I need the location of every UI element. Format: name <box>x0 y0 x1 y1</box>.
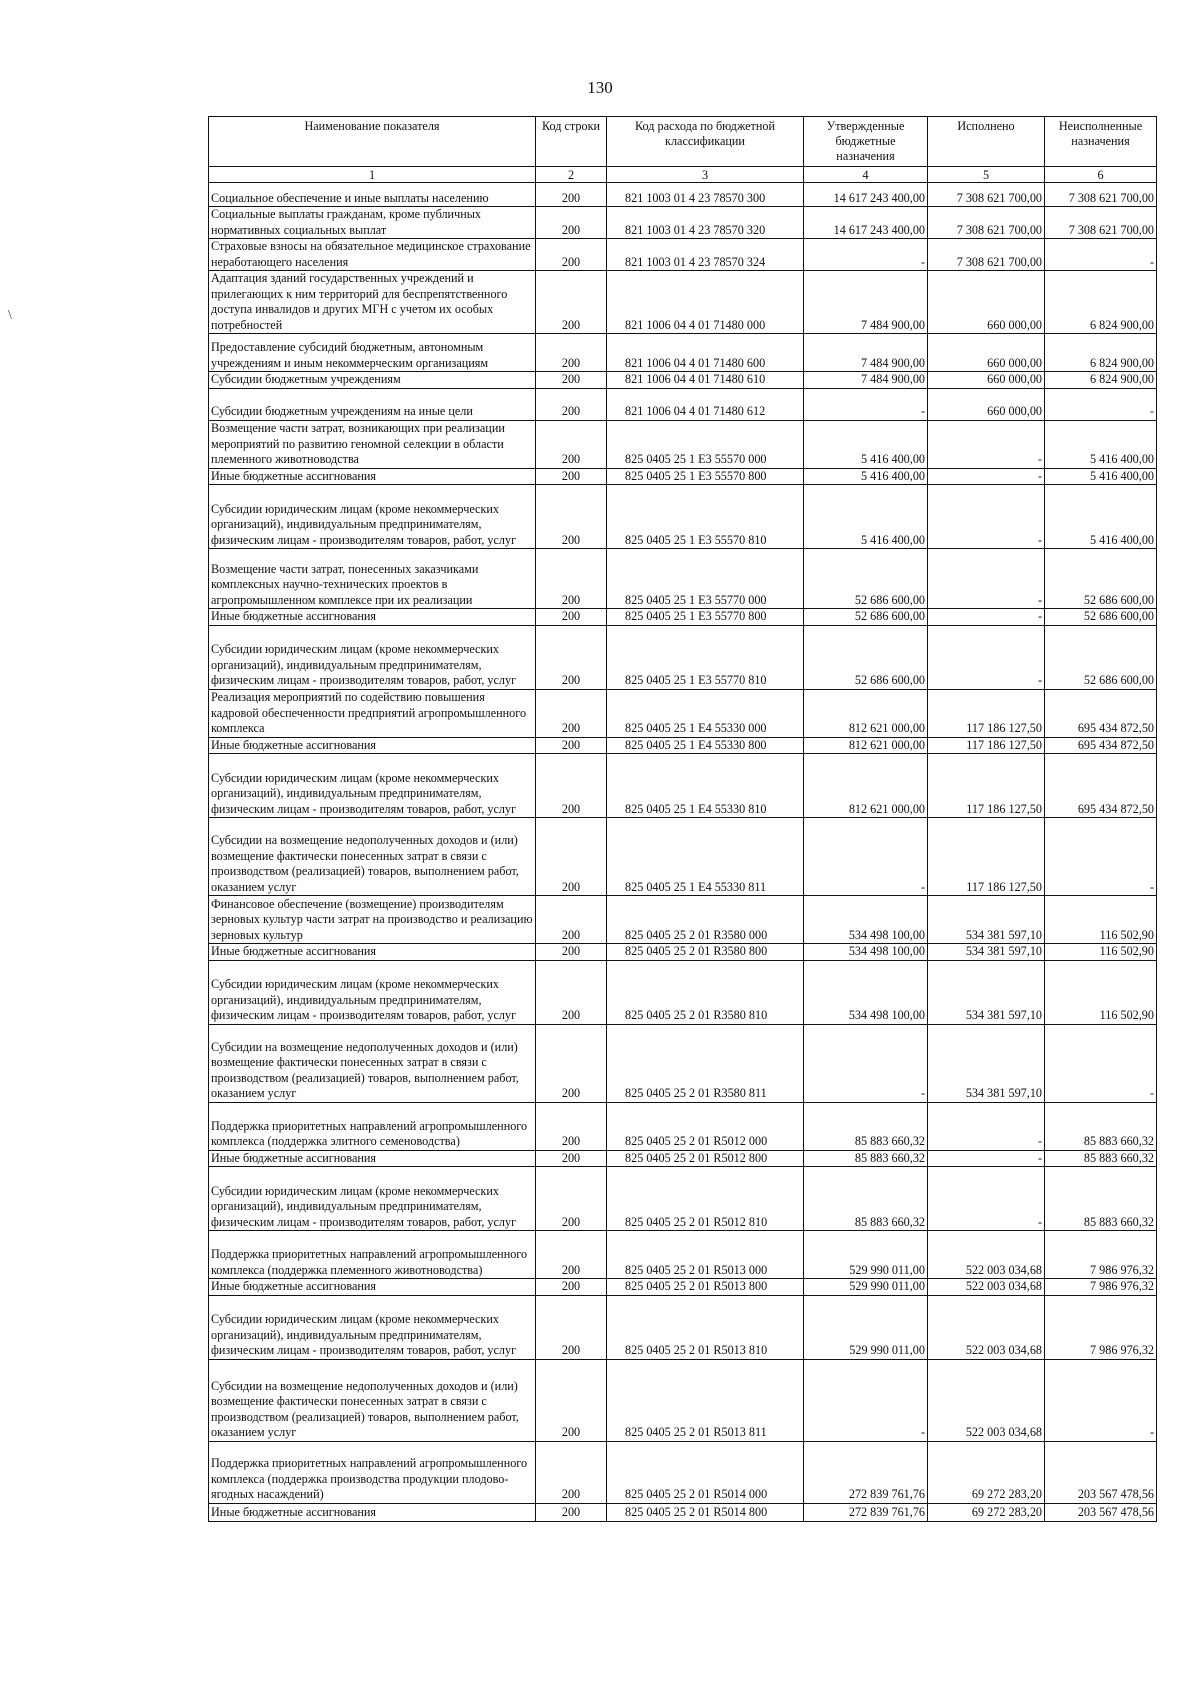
table-body <box>209 183 1157 1522</box>
row-name: Иные бюджетные ассигнования <box>209 609 536 626</box>
row-executed-amount: - <box>928 468 1045 485</box>
row-name: Иные бюджетные ассигнования <box>209 1150 536 1167</box>
row-unexecuted-amount: 6 824 900,00 <box>1045 372 1157 389</box>
table-row <box>209 737 1157 754</box>
row-line-code: 200 <box>536 271 607 334</box>
row-unexecuted-amount: 52 686 600,00 <box>1045 609 1157 626</box>
row-approved-amount: - <box>804 1024 928 1102</box>
row-unexecuted-amount: 203 567 478,56 <box>1045 1441 1157 1503</box>
row-executed-amount: 7 308 621 700,00 <box>928 183 1045 207</box>
table-row <box>209 468 1157 485</box>
row-approved-amount: 812 621 000,00 <box>804 737 928 754</box>
table-row <box>209 485 1157 549</box>
table-row <box>209 207 1157 239</box>
row-name: Адаптация зданий государственных учреждений и прилегающих к ним территорий для беспрепятственного доступа инвалидов и других МГН с учетом их особых потребностей <box>209 271 536 334</box>
table-row <box>209 334 1157 372</box>
row-executed-amount: - <box>928 1150 1045 1167</box>
row-approved-amount: 529 990 011,00 <box>804 1295 928 1359</box>
row-executed-amount: 534 381 597,10 <box>928 896 1045 944</box>
table-row <box>209 1150 1157 1167</box>
row-approved-amount: - <box>804 388 928 420</box>
row-budget-code: 825 0405 25 1 Е3 55770 810 <box>607 625 804 689</box>
row-budget-code: 825 0405 25 2 01 R5013 800 <box>607 1279 804 1296</box>
row-unexecuted-amount: - <box>1045 818 1157 896</box>
row-name: Иные бюджетные ассигнования <box>209 468 536 485</box>
column-number: 4 <box>804 167 928 183</box>
row-budget-code: 825 0405 25 2 01 R5013 811 <box>607 1359 804 1441</box>
row-unexecuted-amount: 85 883 660,32 <box>1045 1167 1157 1231</box>
row-budget-code: 821 1006 04 4 01 71480 612 <box>607 388 804 420</box>
row-approved-amount: 5 416 400,00 <box>804 485 928 549</box>
row-approved-amount: 529 990 011,00 <box>804 1231 928 1279</box>
row-executed-amount: - <box>928 420 1045 468</box>
row-line-code: 200 <box>536 1231 607 1279</box>
row-line-code: 200 <box>536 1024 607 1102</box>
row-name: Возмещение части затрат, возникающих при реализации мероприятий по развитию геномной селекции в области племенного животноводства <box>209 420 536 468</box>
row-unexecuted-amount: 695 434 872,50 <box>1045 689 1157 737</box>
table-row <box>209 420 1157 468</box>
table-row <box>209 1279 1157 1296</box>
row-budget-code: 825 0405 25 2 01 R3580 000 <box>607 896 804 944</box>
row-budget-code: 825 0405 25 1 Е3 55570 810 <box>607 485 804 549</box>
row-executed-amount: - <box>928 485 1045 549</box>
row-executed-amount: - <box>928 609 1045 626</box>
row-budget-code: 825 0405 25 2 01 R5012 800 <box>607 1150 804 1167</box>
row-executed-amount: 117 186 127,50 <box>928 754 1045 818</box>
row-name: Поддержка приоритетных направлений агропромышленного комплекса (поддержка племенного животноводства) <box>209 1231 536 1279</box>
row-line-code: 200 <box>536 388 607 420</box>
row-line-code: 200 <box>536 896 607 944</box>
row-unexecuted-amount: 695 434 872,50 <box>1045 754 1157 818</box>
row-name: Субсидии на возмещение недополученных доходов и (или) возмещение фактически понесенных затрат в связи с производством (реализацией) товаров, выполнением работ, оказанием услуг <box>209 1359 536 1441</box>
row-name: Субсидии юридическим лицам (кроме некоммерческих организаций), индивидуальным предпринимателям, физическим лицам - производителям товаров, работ, услуг <box>209 625 536 689</box>
row-line-code: 200 <box>536 183 607 207</box>
row-budget-code: 821 1006 04 4 01 71480 000 <box>607 271 804 334</box>
row-line-code: 200 <box>536 737 607 754</box>
row-unexecuted-amount: 5 416 400,00 <box>1045 468 1157 485</box>
table-row <box>209 1102 1157 1150</box>
row-executed-amount: 660 000,00 <box>928 334 1045 372</box>
row-budget-code: 825 0405 25 2 01 R5013 810 <box>607 1295 804 1359</box>
row-budget-code: 821 1003 01 4 23 78570 300 <box>607 183 804 207</box>
row-approved-amount: 14 617 243 400,00 <box>804 207 928 239</box>
row-line-code: 200 <box>536 1279 607 1296</box>
row-unexecuted-amount: 7 986 976,32 <box>1045 1295 1157 1359</box>
table-row <box>209 372 1157 389</box>
row-executed-amount: 660 000,00 <box>928 388 1045 420</box>
table-row <box>209 1024 1157 1102</box>
header-executed: Исполнено <box>928 117 1045 167</box>
row-name: Субсидии юридическим лицам (кроме некоммерческих организаций), индивидуальным предпринимателям, физическим лицам - производителям товаров, работ, услуг <box>209 960 536 1024</box>
row-unexecuted-amount: - <box>1045 239 1157 271</box>
row-name: Социальное обеспечение и иные выплаты населению <box>209 183 536 207</box>
row-budget-code: 825 0405 25 2 01 R5014 800 <box>607 1503 804 1521</box>
row-name: Поддержка приоритетных направлений агропромышленного комплекса (поддержка производства продукции плодово-ягодных насаждений) <box>209 1441 536 1503</box>
table-row <box>209 609 1157 626</box>
row-unexecuted-amount: - <box>1045 388 1157 420</box>
table-row <box>209 1167 1157 1231</box>
header-row <box>209 117 1157 167</box>
table-row <box>209 944 1157 961</box>
row-approved-amount: 529 990 011,00 <box>804 1279 928 1296</box>
row-line-code: 200 <box>536 334 607 372</box>
row-name: Страховые взносы на обязательное медицинское страхование неработающего населения <box>209 239 536 271</box>
row-executed-amount: 117 186 127,50 <box>928 818 1045 896</box>
row-budget-code: 825 0405 25 2 01 R3580 800 <box>607 944 804 961</box>
row-executed-amount: 660 000,00 <box>928 271 1045 334</box>
row-name: Субсидии юридическим лицам (кроме некоммерческих организаций), индивидуальным предпринимателям, физическим лицам - производителям товаров, работ, услуг <box>209 754 536 818</box>
row-line-code: 200 <box>536 207 607 239</box>
row-approved-amount: 7 484 900,00 <box>804 271 928 334</box>
row-approved-amount: 52 686 600,00 <box>804 625 928 689</box>
row-approved-amount: 85 883 660,32 <box>804 1102 928 1150</box>
row-unexecuted-amount: 5 416 400,00 <box>1045 485 1157 549</box>
table-row <box>209 549 1157 609</box>
row-line-code: 200 <box>536 1167 607 1231</box>
row-name: Реализация мероприятий по содействию повышения кадровой обеспеченности предприятий агропромышленного комплекса <box>209 689 536 737</box>
column-number: 5 <box>928 167 1045 183</box>
row-name: Субсидии бюджетным учреждениям <box>209 372 536 389</box>
row-approved-amount: 534 498 100,00 <box>804 944 928 961</box>
row-approved-amount: 5 416 400,00 <box>804 420 928 468</box>
row-approved-amount: 85 883 660,32 <box>804 1150 928 1167</box>
row-line-code: 200 <box>536 609 607 626</box>
row-unexecuted-amount: 5 416 400,00 <box>1045 420 1157 468</box>
row-unexecuted-amount: 7 986 976,32 <box>1045 1279 1157 1296</box>
row-unexecuted-amount: 7 986 976,32 <box>1045 1231 1157 1279</box>
header-approved: Утвержденные бюджетные назначения <box>804 117 928 167</box>
row-approved-amount: 52 686 600,00 <box>804 549 928 609</box>
row-approved-amount: 272 839 761,76 <box>804 1503 928 1521</box>
row-approved-amount: 5 416 400,00 <box>804 468 928 485</box>
table-row <box>209 183 1157 207</box>
row-line-code: 200 <box>536 1503 607 1521</box>
row-unexecuted-amount: 116 502,90 <box>1045 944 1157 961</box>
row-approved-amount: 534 498 100,00 <box>804 896 928 944</box>
row-name: Иные бюджетные ассигнования <box>209 737 536 754</box>
row-name: Предоставление субсидий бюджетным, автономным учреждениям и иным некоммерческим организациям <box>209 334 536 372</box>
table-row <box>209 689 1157 737</box>
row-unexecuted-amount: - <box>1045 1359 1157 1441</box>
row-budget-code: 821 1003 01 4 23 78570 324 <box>607 239 804 271</box>
row-approved-amount: 7 484 900,00 <box>804 334 928 372</box>
header-indicator-name: Наименование показателя <box>209 117 536 167</box>
row-budget-code: 825 0405 25 2 01 R5013 000 <box>607 1231 804 1279</box>
row-approved-amount: - <box>804 818 928 896</box>
row-approved-amount: 7 484 900,00 <box>804 372 928 389</box>
table-row <box>209 1441 1157 1503</box>
table-row <box>209 960 1157 1024</box>
row-executed-amount: 7 308 621 700,00 <box>928 207 1045 239</box>
row-name: Субсидии на возмещение недополученных доходов и (или) возмещение фактически понесенных затрат в связи с производством (реализацией) товаров, выполнением работ, оказанием услуг <box>209 1024 536 1102</box>
table-row <box>209 271 1157 334</box>
row-line-code: 200 <box>536 1359 607 1441</box>
table-row <box>209 625 1157 689</box>
row-budget-code: 825 0405 25 1 Е3 55770 000 <box>607 549 804 609</box>
budget-execution-table <box>208 116 1157 1522</box>
row-unexecuted-amount: 116 502,90 <box>1045 896 1157 944</box>
column-number: 1 <box>209 167 536 183</box>
row-budget-code: 825 0405 25 1 Е3 55770 800 <box>607 609 804 626</box>
header-row-code: Код строки <box>536 117 607 167</box>
row-name: Иные бюджетные ассигнования <box>209 1279 536 1296</box>
row-line-code: 200 <box>536 818 607 896</box>
row-approved-amount: 52 686 600,00 <box>804 609 928 626</box>
row-executed-amount: 534 381 597,10 <box>928 1024 1045 1102</box>
row-executed-amount: 69 272 283,20 <box>928 1441 1045 1503</box>
row-approved-amount: 272 839 761,76 <box>804 1441 928 1503</box>
row-budget-code: 825 0405 25 2 01 R3580 811 <box>607 1024 804 1102</box>
row-name: Иные бюджетные ассигнования <box>209 944 536 961</box>
row-executed-amount: - <box>928 1167 1045 1231</box>
column-number: 3 <box>607 167 804 183</box>
row-unexecuted-amount: 52 686 600,00 <box>1045 549 1157 609</box>
row-budget-code: 821 1006 04 4 01 71480 610 <box>607 372 804 389</box>
row-unexecuted-amount: 203 567 478,56 <box>1045 1503 1157 1521</box>
row-name: Социальные выплаты гражданам, кроме публичных нормативных социальных выплат <box>209 207 536 239</box>
page-number: 130 <box>587 78 613 97</box>
column-number: 2 <box>536 167 607 183</box>
table-row <box>209 239 1157 271</box>
row-budget-code: 825 0405 25 1 Е3 55570 000 <box>607 420 804 468</box>
row-executed-amount: 117 186 127,50 <box>928 737 1045 754</box>
row-executed-amount: 69 272 283,20 <box>928 1503 1045 1521</box>
column-number: 6 <box>1045 167 1157 183</box>
row-name: Субсидии юридическим лицам (кроме некоммерческих организаций), индивидуальным предпринимателям, физическим лицам - производителям товаров, работ, услуг <box>209 1295 536 1359</box>
row-line-code: 200 <box>536 468 607 485</box>
row-unexecuted-amount: 6 824 900,00 <box>1045 334 1157 372</box>
row-name: Возмещение части затрат, понесенных заказчиками комплексных научно-технических проектов в агропромышленном комплексе при их реализации <box>209 549 536 609</box>
row-line-code: 200 <box>536 420 607 468</box>
row-unexecuted-amount: 695 434 872,50 <box>1045 737 1157 754</box>
table-row <box>209 1359 1157 1441</box>
row-unexecuted-amount: - <box>1045 1024 1157 1102</box>
table-row <box>209 1231 1157 1279</box>
row-name: Поддержка приоритетных направлений агропромышленного комплекса (поддержка элитного семеноводства) <box>209 1102 536 1150</box>
row-unexecuted-amount: 85 883 660,32 <box>1045 1150 1157 1167</box>
row-approved-amount: 85 883 660,32 <box>804 1167 928 1231</box>
row-budget-code: 825 0405 25 2 01 R5012 000 <box>607 1102 804 1150</box>
column-number-row <box>209 167 1157 183</box>
row-line-code: 200 <box>536 372 607 389</box>
row-line-code: 200 <box>536 689 607 737</box>
row-executed-amount: 522 003 034,68 <box>928 1231 1045 1279</box>
row-line-code: 200 <box>536 549 607 609</box>
table-row <box>209 1503 1157 1521</box>
row-line-code: 200 <box>536 754 607 818</box>
row-line-code: 200 <box>536 1102 607 1150</box>
row-name: Субсидии юридическим лицам (кроме некоммерческих организаций), индивидуальным предпринимателям, физическим лицам - производителям товаров, работ, услуг <box>209 1167 536 1231</box>
row-budget-code: 821 1006 04 4 01 71480 600 <box>607 334 804 372</box>
row-unexecuted-amount: 85 883 660,32 <box>1045 1102 1157 1150</box>
row-name: Субсидии юридическим лицам (кроме некоммерческих организаций), индивидуальным предпринимателям, физическим лицам - производителям товаров, работ, услуг <box>209 485 536 549</box>
header-unexecuted: Неисполненные назначения <box>1045 117 1157 167</box>
table-row <box>209 1295 1157 1359</box>
table-row <box>209 896 1157 944</box>
row-executed-amount: - <box>928 625 1045 689</box>
table-row <box>209 754 1157 818</box>
row-approved-amount: - <box>804 239 928 271</box>
row-executed-amount: 660 000,00 <box>928 372 1045 389</box>
row-line-code: 200 <box>536 944 607 961</box>
row-executed-amount: 522 003 034,68 <box>928 1295 1045 1359</box>
row-executed-amount: - <box>928 549 1045 609</box>
row-executed-amount: 534 381 597,10 <box>928 944 1045 961</box>
header-budget-classification-code: Код расхода по бюджетной классификации <box>607 117 804 167</box>
row-line-code: 200 <box>536 239 607 271</box>
row-approved-amount: 534 498 100,00 <box>804 960 928 1024</box>
row-line-code: 200 <box>536 625 607 689</box>
row-unexecuted-amount: 7 308 621 700,00 <box>1045 183 1157 207</box>
row-unexecuted-amount: 116 502,90 <box>1045 960 1157 1024</box>
row-approved-amount: - <box>804 1359 928 1441</box>
row-line-code: 200 <box>536 1441 607 1503</box>
row-name: Иные бюджетные ассигнования <box>209 1503 536 1521</box>
row-budget-code: 825 0405 25 1 Е4 55330 800 <box>607 737 804 754</box>
row-unexecuted-amount: 7 308 621 700,00 <box>1045 207 1157 239</box>
row-budget-code: 825 0405 25 2 01 R5012 810 <box>607 1167 804 1231</box>
row-executed-amount: 522 003 034,68 <box>928 1359 1045 1441</box>
row-line-code: 200 <box>536 960 607 1024</box>
row-line-code: 200 <box>536 1150 607 1167</box>
table-row <box>209 388 1157 420</box>
margin-mark: \ <box>8 308 12 323</box>
row-executed-amount: 522 003 034,68 <box>928 1279 1045 1296</box>
row-executed-amount: 7 308 621 700,00 <box>928 239 1045 271</box>
row-budget-code: 825 0405 25 1 Е4 55330 811 <box>607 818 804 896</box>
row-budget-code: 821 1003 01 4 23 78570 320 <box>607 207 804 239</box>
row-budget-code: 825 0405 25 1 Е4 55330 000 <box>607 689 804 737</box>
row-approved-amount: 812 621 000,00 <box>804 689 928 737</box>
row-line-code: 200 <box>536 1295 607 1359</box>
row-approved-amount: 812 621 000,00 <box>804 754 928 818</box>
row-unexecuted-amount: 52 686 600,00 <box>1045 625 1157 689</box>
row-budget-code: 825 0405 25 1 Е4 55330 810 <box>607 754 804 818</box>
table-row <box>209 818 1157 896</box>
row-executed-amount: - <box>928 1102 1045 1150</box>
row-name: Субсидии бюджетным учреждениям на иные цели <box>209 388 536 420</box>
row-name: Субсидии на возмещение недополученных доходов и (или) возмещение фактически понесенных затрат в связи с производством (реализацией) товаров, выполнением работ, оказанием услуг <box>209 818 536 896</box>
row-name: Финансовое обеспечение (возмещение) производителям зерновых культур части затрат на производство и реализацию зерновых культур <box>209 896 536 944</box>
row-line-code: 200 <box>536 485 607 549</box>
row-executed-amount: 117 186 127,50 <box>928 689 1045 737</box>
row-budget-code: 825 0405 25 1 Е3 55570 800 <box>607 468 804 485</box>
row-budget-code: 825 0405 25 2 01 R5014 000 <box>607 1441 804 1503</box>
row-executed-amount: 534 381 597,10 <box>928 960 1045 1024</box>
row-unexecuted-amount: 6 824 900,00 <box>1045 271 1157 334</box>
row-budget-code: 825 0405 25 2 01 R3580 810 <box>607 960 804 1024</box>
row-approved-amount: 14 617 243 400,00 <box>804 183 928 207</box>
